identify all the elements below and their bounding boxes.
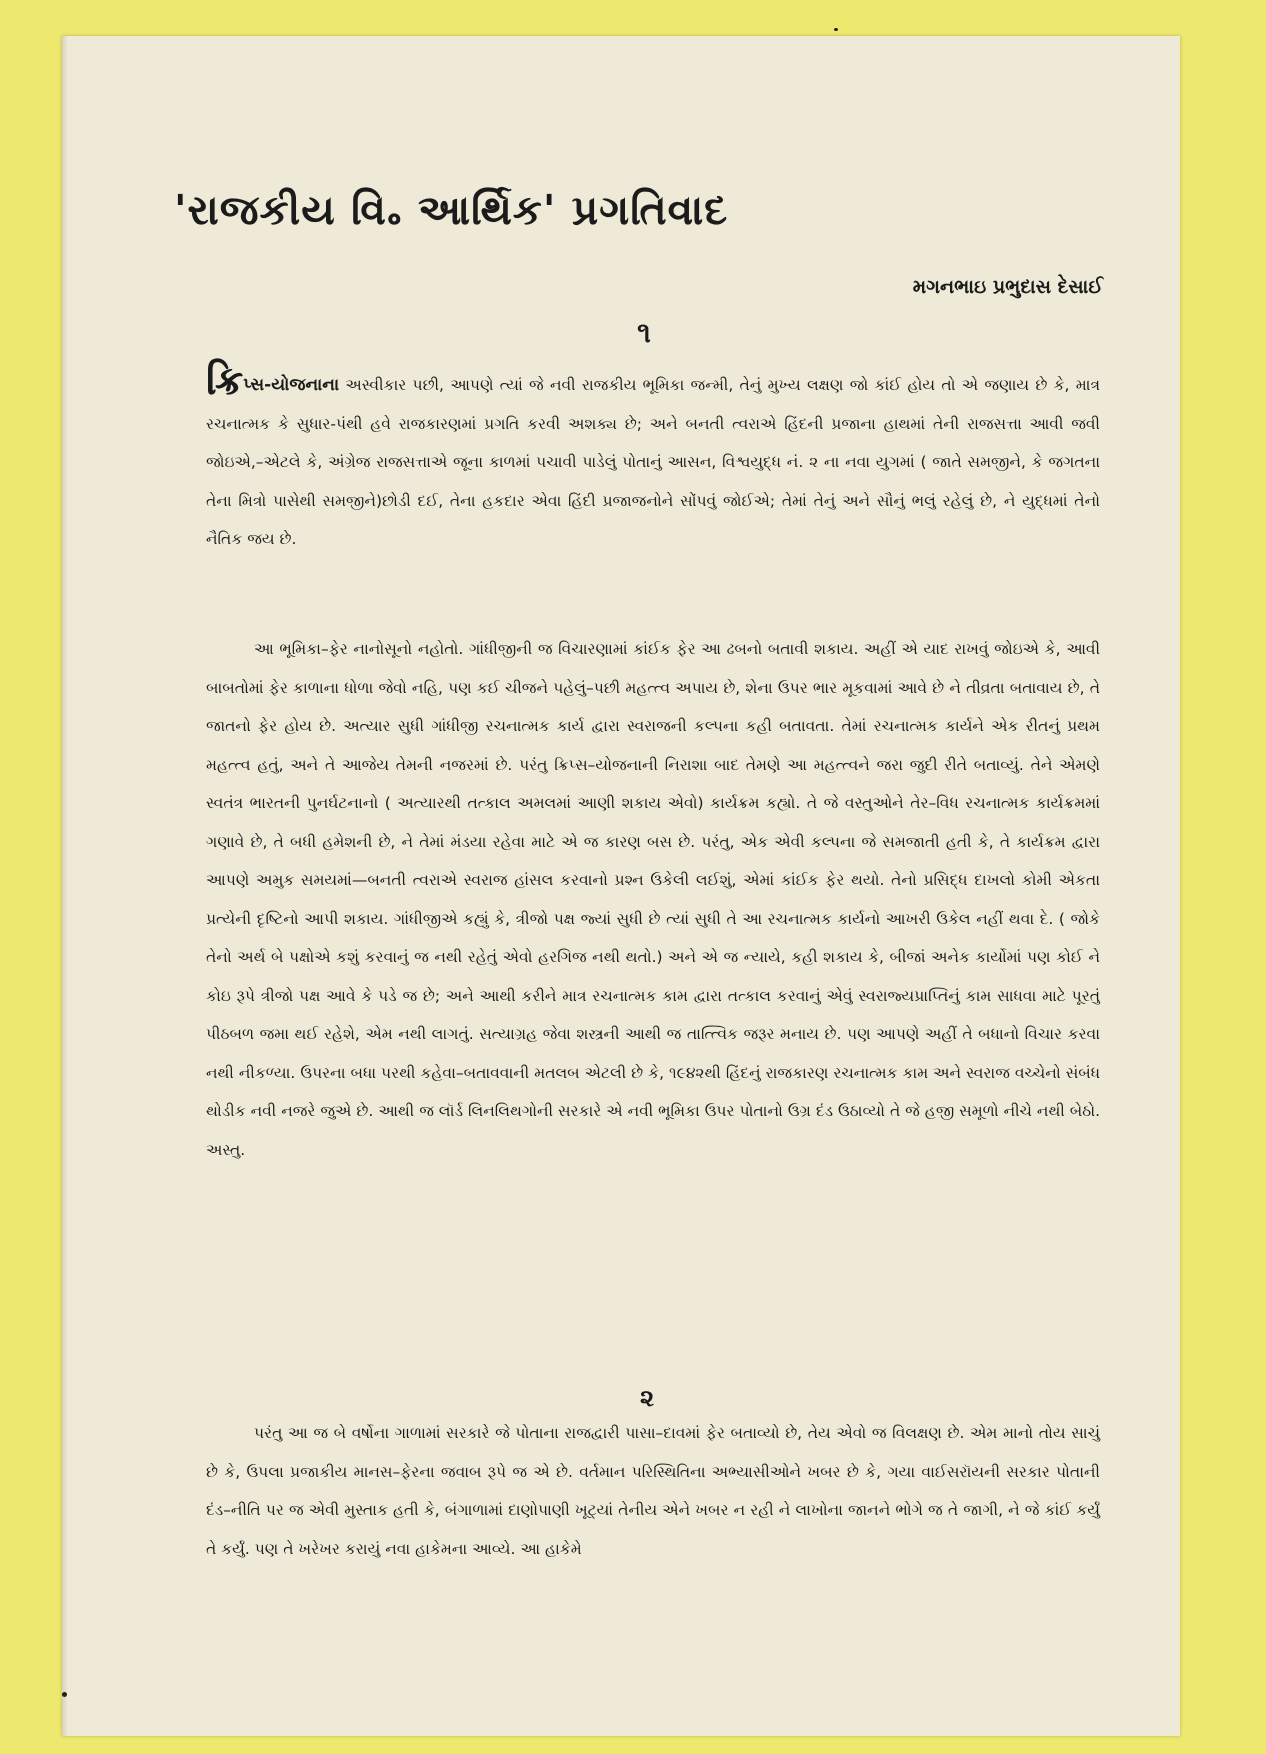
paragraph: આ ભૂમિકા–ફેર નાનોસૂનો નહોતો. ગાંધીજીની જ વિચારણામાં કાંઈક ફેર આ ઢબનો બતાવી શકાય. અહીં એ યાદ રાખવું જોઇએ કે, આવી બાબતોમાં ફેર કાળાના ધોળા જેવો નહિ, પણ કઈ ચીજને પહેલું–પછી મહત્ત્વ અપાય છે, શેના ઉપર ભાર મૂકવામાં આવે છે ને તીવ્રતા બતાવાય છે, તે જાતનો ફેર હોય છે. અત્યાર સુધી ગાંધીજી રચનાત્મક કાર્ય દ્વારા સ્વરાજની કલ્પના કહી બતાવતા. તેમાં રચનાત્મક કાર્યને એક રીતનું પ્રથમ મહત્ત્વ હતું, અને તે આજેય તેમની નજરમાં છે. પરંતુ ક્રિપ્સ–યોજનાની નિરાશા બાદ તેમણે આ મહત્ત્વને જરા જુદી રીતે બતાવ્યું. તેને એમણે સ્વતંત્ર ભારતની પુનર્ઘટનાનો ( અત્યારથી તત્કાલ અમલમાં આણી શકાય એવો) કાર્યક્રમ કહ્યો. તે જે વસ્તુઓને તેર–વિધ રચનાત્મક કાર્યક્રમમાં ગણાવે છે, તે બધી હમેશની છે, ને તેમાં મંડયા રહેવા માટે એ જ કારણ બસ છે. પરંતુ, એક એવી કલ્પના જે સમજાતી હતી કે, તે કાર્યક્રમ દ્વારા આપણે અમુક સમયમાં—બનતી ત્વરાએ સ્વરાજ હાંસલ કરવાનો પ્રશ્ન ઉકેલી લઈશું, એમાં કાંઈક ફેર થયો. તેનો પ્રસિદ્ધ દાખલો કોમી એકતા પ્રત્યેની દૃષ્ટિનો આપી શકાય. ગાંધીજીએ કહ્યું કે, ત્રીજો પક્ષ જ્યાં સુધી છે ત્યાં સુધી તે આ રચનાત્મક કાર્યનો આખરી ઉકેલ નહીં થવા દે. ( જોકે તેનો અર્થ બે પક્ષોએ કશું કરવાનું જ નથી રહેતું એવો હરગિજ નથી થતો.) અને એ જ ન્યાયે, કહી શકાય કે, બીજાં અનેક કાર્યોમાં પણ કોઈ ને કોઇ રૂપે ત્રીજો પક્ષ આવે કે પડે જ છે; અને આથી કરીને માત્ર રચનાત્મક કામ દ્વારા તત્કાલ કરવાનું એવું સ્વરાજ્યપ્રાપ્તિનું કામ સાધવા માટે પૂરતું પીઠબળ જમા થઈ રહેશે, એમ નથી લાગતું. સત્યાગ્રહ જેવા શસ્ત્રની આથી જ તાત્ત્વિક જરૂર મનાય છે. પણ આપણે અહીં તે બધાનો વિચાર કરવા નથી નીકળ્યા. ઉપરના બધા પરથી કહેવા–બતાવવાની મતલબ એટલી છે કે, ૧૯૪૨થી હિંદનું રાજકારણ રચનાત્મક કામ અને સ્વરાજ વચ્ચેનો સંબંધ થોડીક નવી નજરે જુએ છે. આથી જ લૉર્ડ લિનલિથગોની સરકારે એ નવી ભૂમિકા ઉપર પોતાનો ઉગ્ર દંડ ઉઠાવ્યો તે જે હજી સમૂળો નીચે નથી બેઠો. અસ્તુ. xyxy=(206,640,1100,1159)
section-number: ૧ xyxy=(637,316,651,349)
article-title: 'રાજકીય વિ૰ આર્થિક' પ્રગતિવાદ xyxy=(174,186,729,234)
ink-speck xyxy=(834,28,838,31)
document-page xyxy=(62,36,1180,1736)
section-number: ૨ xyxy=(639,1384,655,1412)
paragraph xyxy=(206,358,1100,559)
drop-cap: ક્રિ xyxy=(206,358,244,404)
ink-speck xyxy=(62,1692,67,1697)
paragraph-text: અસ્વીકાર પછી, આપણે ત્યાં જે નવી રાજકીય ભૂમિકા જન્મી, તેનું મુખ્ય લક્ષણ જો કાંઈ હોય તો એ જણાય છે કે, માત્ર રચનાત્મક કે સુધાર-પંથી હવે રાજકારણમાં પ્રગતિ કરવી અશક્ય છે; અને બનતી ત્વરાએ હિંદની પ્રજાના હાથમાં તેની રાજસત્તા આવી જવી જોઇએ,–એટલે કે, અંગ્રેજ રાજસત્તાએ જૂના કાળમાં પચાવી પાડેલું પોતાનું આસન, વિશ્વયુદ્ધ નં. ૨ ના નવા યુગમાં ( જાતે સમજીને, કે જગતના તેના મિત્રો પાસેથી સમજીને)છોડી દઈ, તેના હકદાર એવા હિંદી પ્રજાજનોને સોંપવું જોઈએ; તેમાં તેનું અને સૌનું ભલું રહેલું છે, ને યુદ્ધમાં તેનો નૈતિક જય છે. xyxy=(206,376,1100,548)
paragraph: પરંતુ આ જ બે વર્ષોના ગાળામાં સરકારે જે પોતાના રાજદ્વારી પાસા–દાવમાં ફેર બતાવ્યો છે, તેય એવો જ વિલક્ષણ છે. એમ માનો તોય સાચું છે કે, ઉપલા પ્રજાકીય માનસ–ફેરના જવાબ રૂપે જ એ છે. વર્તમાન પરિસ્થિતિના અભ્યાસીઓને ખબર છે કે, ગયા વાઈસરૉયની સરકાર પોતાની દંડ–નીતિ પર જ એવી મુસ્તાક હતી કે, બંગાળામાં દાણોપાણી ખૂટ્યાં તેનીય એને ખબર ન રહી ને લાખોના જાનને ભોગે જ તે જાગી, ને જે કાંઈ કર્યું તે કર્યું. પણ તે ખરેખર કરાયું નવા હાકેમના આવ્યે. આ હાકેમે xyxy=(206,1424,1100,1558)
article-author: મગનભાઇ પ્રભુદાસ દેસાઈ xyxy=(912,276,1103,298)
lead-word: પ્સ-યોજનાના xyxy=(243,375,340,395)
page-fold-shadow xyxy=(62,36,68,1736)
